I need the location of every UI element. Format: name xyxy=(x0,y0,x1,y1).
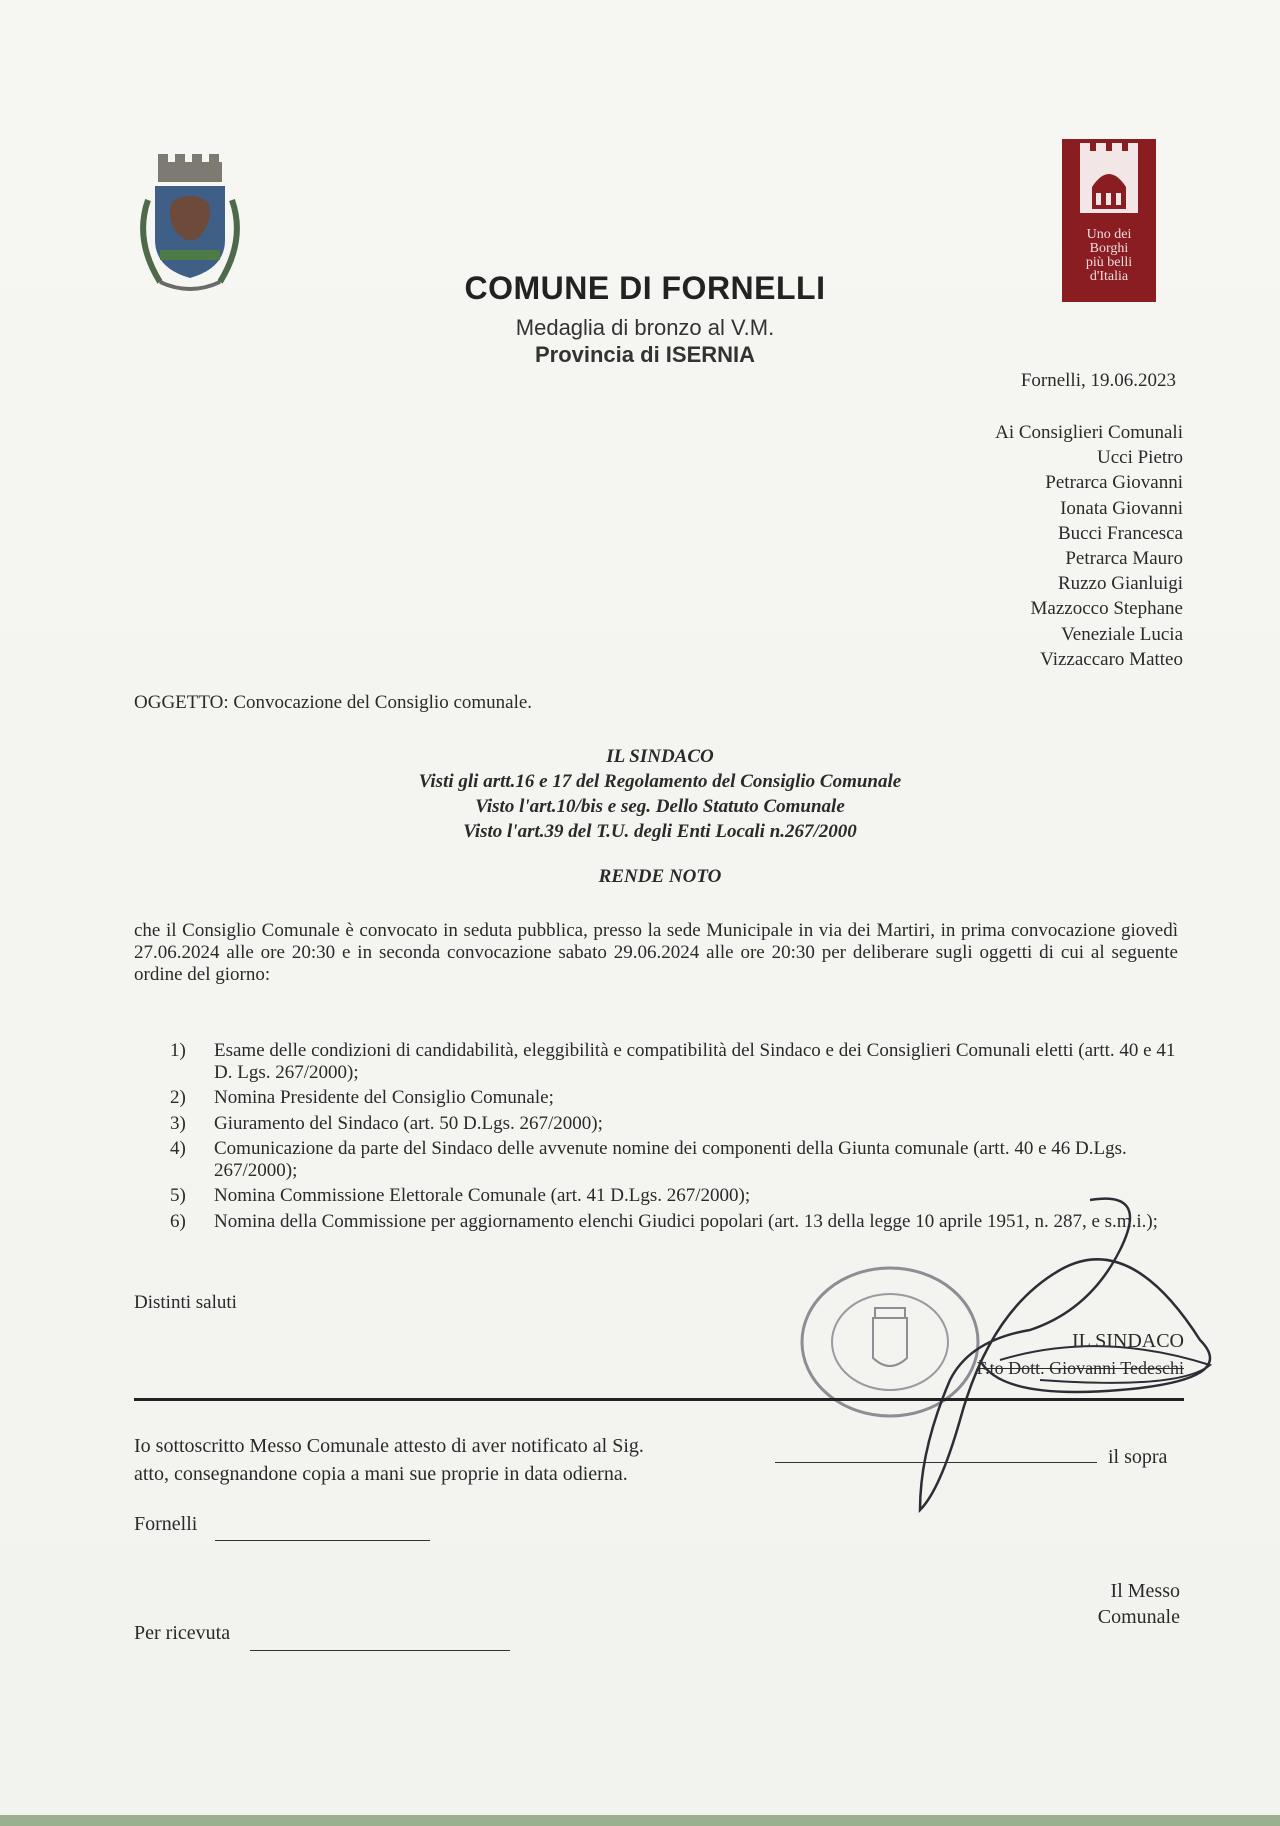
place-date-blank[interactable] xyxy=(215,1540,430,1541)
recipient-name: Vizzaccaro Matteo xyxy=(1040,648,1183,670)
agenda-text: Nomina Presidente del Consiglio Comunale; xyxy=(214,1087,554,1108)
recipient-name: Ruzzo Gianluigi xyxy=(1057,573,1183,595)
castle-tower-icon xyxy=(1062,139,1156,229)
closing-greeting: Distinti saluti xyxy=(134,1292,237,1313)
agenda-number: 4) xyxy=(170,1138,186,1159)
messenger-label-line: Il Messo xyxy=(1110,1580,1180,1602)
agenda-item xyxy=(170,1040,1180,1083)
recipient-name: Petrarca Mauro xyxy=(1065,548,1183,570)
borghi-line-4: d'Italia xyxy=(1089,269,1129,284)
messenger-label-line: Comunale xyxy=(1097,1606,1180,1628)
agenda-text: Nomina Commissione Elettorale Comunale (art. 41 D.Lgs. 267/2000); xyxy=(214,1185,751,1206)
agenda-item xyxy=(170,1113,1180,1135)
scan-bottom-strip xyxy=(0,1815,1280,1826)
document-title: COMUNE DI FORNELLI xyxy=(464,270,826,306)
rende-noto-heading: RENDE NOTO xyxy=(598,866,722,887)
notification-paragraph xyxy=(134,1432,1184,1488)
province-line: Provincia di ISERNIA xyxy=(534,342,756,367)
recipient-name-blank[interactable] xyxy=(775,1462,1097,1463)
agenda-text: Giuramento del Sindaco (art. 50 D.Lgs. 267/2000); xyxy=(214,1112,603,1134)
preamble-line: Visto l'art.39 del T.U. degli Enti Locali n.267/2000 xyxy=(463,821,857,842)
recipient-name: Mazzocco Stephane xyxy=(1030,598,1183,620)
section-divider xyxy=(134,1398,1184,1401)
receipt-signature-blank[interactable] xyxy=(250,1650,510,1651)
agenda-number: 5) xyxy=(170,1185,186,1206)
recipient-name: Ionata Giovanni xyxy=(1060,497,1183,519)
mayor-title: IL SINDACO xyxy=(606,746,714,767)
convocation-paragraph: che il Consiglio Comunale è convocato in seduta pubblica, presso la sede Municipale in via dei Martiri, in prima convocazione giovedì 27.06.2024 alle ore 20:30 e in seconda convocazione sabato 29.06.2024 alle ore 20:30 per deliberare sugli oggetti di cui al seguente ordine del giorno: xyxy=(134,920,1178,985)
agenda-item xyxy=(170,1138,1180,1181)
borghi-logo-text xyxy=(1062,228,1156,284)
notification-suffix: il sopra xyxy=(1108,1446,1168,1468)
signature-label: IL SINDACO xyxy=(1071,1330,1184,1352)
document-subtitle: Medaglia di bronzo al V.M. xyxy=(515,315,775,340)
agenda-number: 2) xyxy=(170,1087,186,1108)
recipients-block xyxy=(880,420,1183,672)
notification-line-1: Io sottoscritto Messo Comunale attesto di aver notificato al Sig. xyxy=(134,1435,644,1457)
receipt-label: Per ricevuta xyxy=(134,1622,231,1644)
agenda-text: Nomina della Commissione per aggiornamento elenchi Giudici popolari (art. 13 della legge 10 aprile 1951, n. 287, e s.m.i.); xyxy=(214,1210,1158,1232)
agenda-number: 3) xyxy=(170,1112,186,1134)
recipient-name: Ucci Pietro xyxy=(1096,447,1183,469)
borghi-line-2: Borghi xyxy=(1089,241,1129,256)
preamble-line: Visti gli artt.16 e 17 del Regolamento del Consiglio Comunale xyxy=(418,771,902,792)
date-line: Fornelli, 19.06.2023 xyxy=(1020,370,1176,391)
place-label: Fornelli xyxy=(134,1513,198,1535)
notification-line-2: atto, consegnandone copia a mani sue proprie in data odierna. xyxy=(134,1463,628,1485)
messenger-label xyxy=(1030,1578,1180,1630)
recipient-name: Bucci Francesca xyxy=(1057,522,1183,544)
borghi-line-1: Uno dei xyxy=(1086,227,1132,242)
recipient-name: Veneziale Lucia xyxy=(1061,623,1183,645)
borghi-line-3: più belli xyxy=(1085,255,1133,270)
agenda-number: 6) xyxy=(170,1210,186,1232)
agenda-number: 1) xyxy=(170,1040,186,1061)
subject-line: OGGETTO: Convocazione del Consiglio comunale. xyxy=(134,692,533,713)
agenda-item xyxy=(170,1087,1180,1109)
recipient-name: Petrarca Giovanni xyxy=(1045,472,1183,494)
mayor-preamble xyxy=(300,744,1020,844)
municipal-crest-icon xyxy=(130,150,250,300)
agenda-text: Comunicazione da parte del Sindaco delle avvenute nomine dei componenti della Giunta comunale (artt. 40 e 46 D.Lgs. 267/2000); xyxy=(214,1138,1127,1181)
agenda-text: Esame delle condizioni di candidabilità, eleggibilità e compatibilità del Sindaco e dei Consiglieri Comunali eletti (artt. 40 e 41 D. Lgs. 267/2000); xyxy=(214,1040,1176,1083)
preamble-line: Visto l'art.10/bis e seg. Dello Statuto Comunale xyxy=(475,796,845,817)
recipients-heading: Ai Consiglieri Comunali xyxy=(995,422,1183,443)
signature-name: F.to Dott. Giovanni Tedeschi xyxy=(976,1358,1184,1378)
